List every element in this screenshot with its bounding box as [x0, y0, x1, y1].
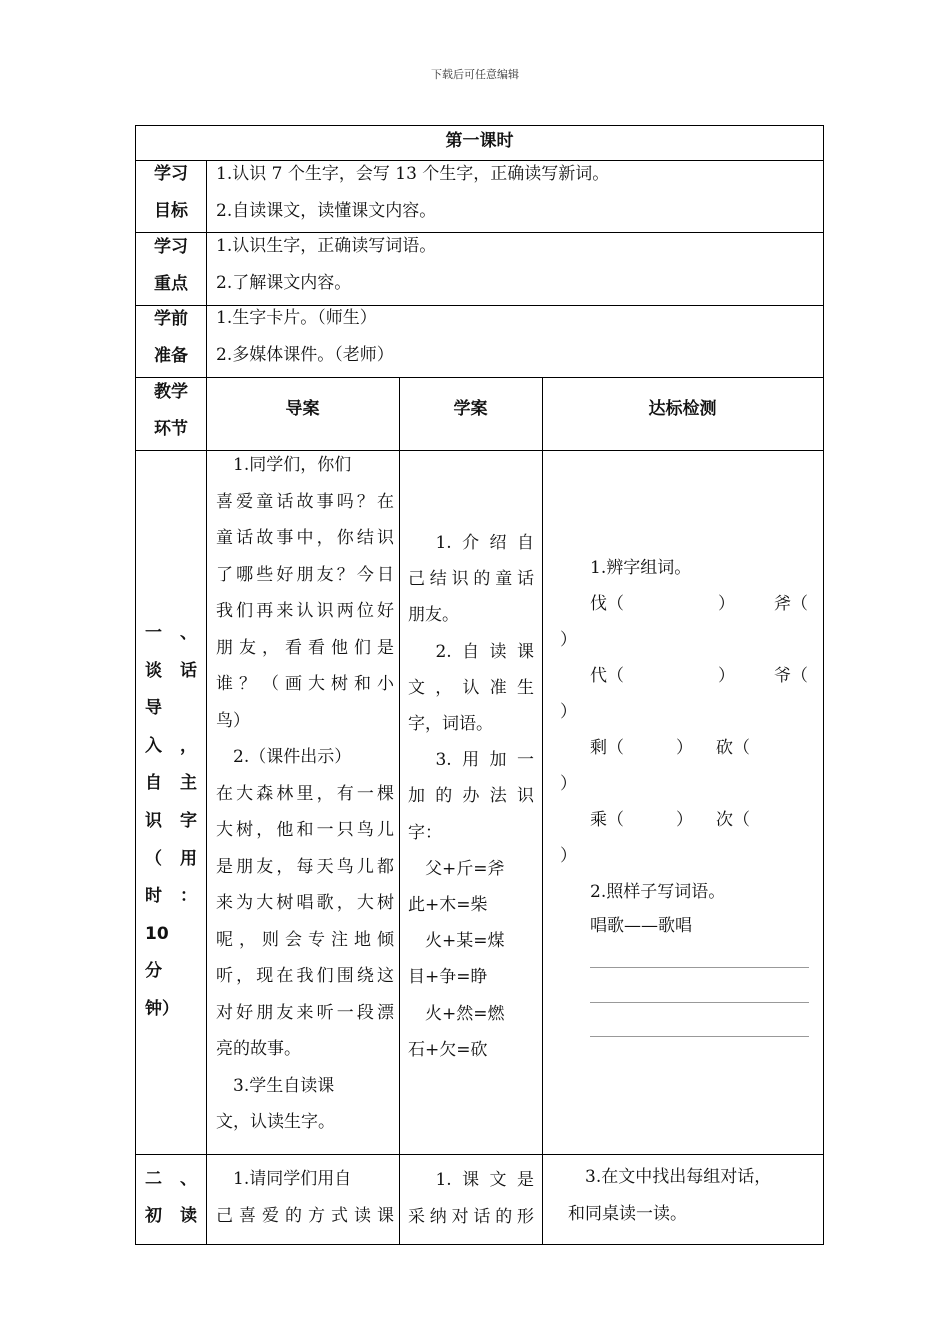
guide1-line: 童话故事中，你结识	[216, 528, 394, 548]
goals-label-2: 目标	[154, 201, 188, 221]
pair4-tail: ）	[560, 846, 577, 866]
pair2-tail: ）	[560, 702, 577, 722]
pair3-b: 砍（	[716, 738, 750, 758]
answer-line	[590, 1002, 809, 1003]
guide1-line: 大树，他和一只鸟儿	[216, 820, 394, 840]
pair3-a: 剩（	[590, 738, 624, 758]
pair4-a-close: ）	[676, 810, 693, 830]
guide-header: 导案	[285, 399, 320, 419]
study1-line: 火+某=煤	[408, 931, 505, 952]
guide1-line: 了哪些好朋友？今日	[216, 564, 394, 585]
prep-line-1: 1.生字卡片。（师生）	[216, 308, 377, 328]
guide1-line: 我们再来认识两位好	[216, 601, 394, 621]
stage2-line: 初 读	[145, 1206, 197, 1226]
guide1-line: 鸟）	[216, 710, 250, 731]
study1-line: 己结识的童话	[408, 569, 534, 590]
focus-label-1: 学习	[154, 237, 188, 257]
stage1-line: 10 分	[145, 923, 186, 982]
guide1-line: 呢，则会专注地倾	[216, 929, 394, 950]
pair2-b: 爷（	[774, 666, 808, 686]
guide1-line: 谁？（画大树和小	[216, 674, 394, 694]
study2-line: 1.课文是	[408, 1170, 534, 1190]
study1-line: 加的办法识	[408, 786, 534, 807]
pair1-a: 伐（	[590, 594, 624, 614]
study1-line: 字，词语。	[408, 714, 493, 735]
stage1-line: 一 、	[145, 623, 197, 643]
lesson-table	[135, 125, 824, 1245]
guide1-line: 文，认读生字。	[216, 1112, 335, 1132]
check2-line: 和同桌读一读。	[568, 1203, 687, 1224]
stage1-line: 导	[145, 698, 162, 719]
study1-line: 3.用加一	[408, 750, 534, 771]
check-example: 唱歌——歌唱	[590, 916, 692, 936]
pair3-a-close: ）	[676, 738, 693, 758]
stage1-line: 谈 话	[145, 660, 197, 681]
goal-line-1: 1.认识 7 个生字，会写 13 个生字，正确读写新词。	[216, 164, 610, 184]
guide1-line: 在大森林里，有一棵	[216, 783, 394, 804]
prep-label-2: 准备	[154, 346, 188, 366]
guide1-line: 3.学生自读课	[216, 1075, 335, 1096]
pair2-a-close: ）	[718, 666, 735, 686]
stage1-line: 自 主	[145, 773, 197, 794]
study-header: 学案	[453, 399, 488, 419]
stage-header-1: 教学	[154, 382, 188, 402]
guide1-line: 来为大树唱歌，大树	[216, 893, 394, 913]
guide1-line: 2.（课件出示）	[216, 747, 352, 767]
study1-line: 文，认准生	[408, 677, 534, 698]
stage1-line: 识 字	[145, 810, 197, 831]
study1-line: 字：	[408, 822, 442, 843]
guide2-line: 1.请同学们用自	[216, 1169, 352, 1189]
stage1-line: 时 ：	[145, 886, 197, 907]
study1-line: 2.自读课	[408, 641, 534, 662]
check-q2: 2.照样子写词语。	[590, 882, 726, 902]
focus-line-2: 2.了解课文内容。	[216, 272, 352, 293]
pair3-tail: ）	[560, 774, 577, 794]
focus-line-1: 1.认识生字，正确读写词语。	[216, 236, 437, 256]
pair4-b: 次（	[716, 810, 750, 830]
guide1-line: 1.同学们，你们	[216, 455, 352, 475]
stage2-line: 二 、	[145, 1169, 197, 1189]
focus-label-2: 重点	[154, 274, 188, 294]
check-header: 达标检测	[648, 399, 717, 419]
study1-line: 父+斤=斧	[408, 858, 505, 879]
answer-line	[590, 1036, 809, 1037]
guide2-line: 己喜爱的方式读课	[216, 1205, 394, 1226]
pair4-a: 乘（	[590, 810, 624, 830]
study1-line: 朋友。	[408, 605, 459, 626]
pair2-a: 代（	[590, 666, 624, 686]
guide1-line: 听，现在我们围绕这	[216, 966, 394, 986]
guide1-line: 是朋友，每天鸟儿都	[216, 856, 394, 877]
guide1-line: 喜爱童话故事吗？在	[216, 491, 394, 512]
guide1-line: 亮的故事。	[216, 1039, 301, 1059]
study1-line: 石+欠=砍	[408, 1039, 488, 1060]
study1-line: 1.介绍自	[408, 533, 534, 553]
answer-line	[590, 967, 809, 968]
study1-line: 目+争=睁	[408, 967, 488, 988]
check2-line: 3.在文中找出每组对话，	[568, 1167, 772, 1187]
stage1-line: （ 用	[145, 848, 197, 869]
prep-line-2: 2.多媒体课件。（老师）	[216, 344, 394, 365]
download-note: 下载后可任意编辑	[431, 68, 519, 81]
lesson-title: 第一课时	[445, 131, 514, 151]
study2-line: 采纳对话的形	[408, 1206, 534, 1227]
goal-line-2: 2.自读课文，读懂课文内容。	[216, 200, 437, 221]
study1-line: 此+木=柴	[408, 895, 488, 916]
stage1-line: 入 ，	[145, 735, 197, 756]
goals-label-1: 学习	[154, 164, 188, 184]
stage-header-2: 环节	[154, 419, 188, 439]
guide1-line: 朋友，看看他们是	[216, 637, 394, 658]
pair1-b: 斧（	[774, 594, 808, 614]
pair1-a-close: ）	[718, 594, 735, 614]
guide1-line: 对好朋友来听一段漂	[216, 1002, 394, 1023]
prep-label-1: 学前	[154, 309, 188, 329]
study1-line: 火+然=燃	[408, 1003, 505, 1024]
pair1-tail: ）	[560, 630, 577, 650]
stage1-line: 钟）	[145, 998, 179, 1019]
check-q1-text: 1.辨字组词。	[590, 558, 692, 578]
